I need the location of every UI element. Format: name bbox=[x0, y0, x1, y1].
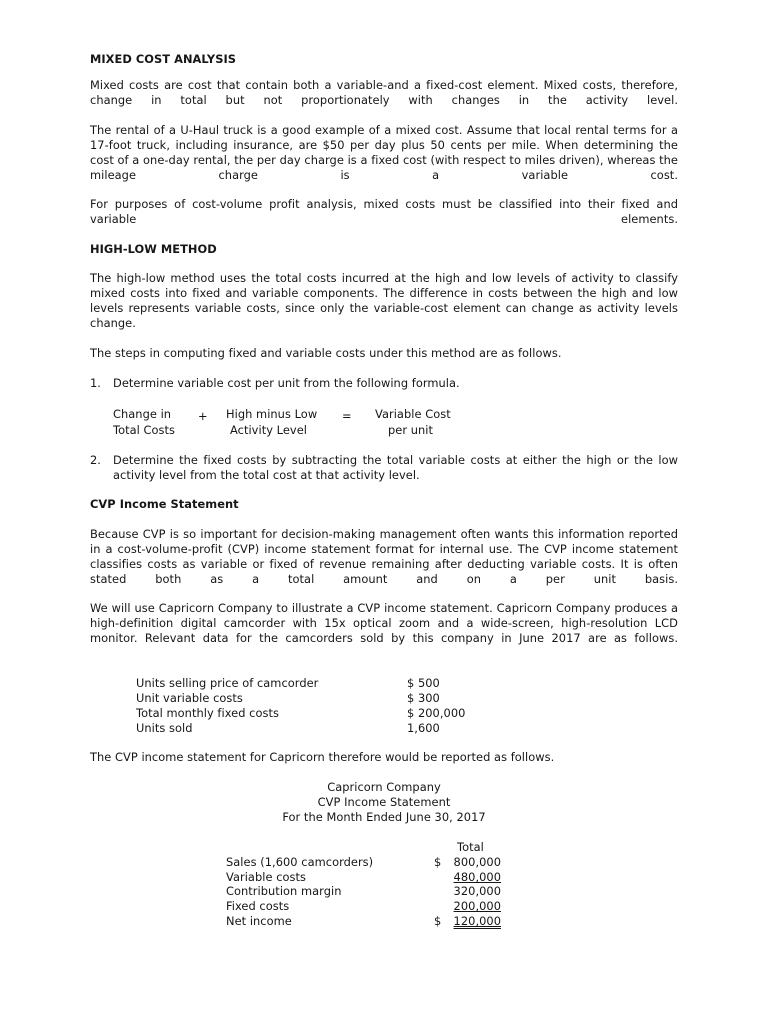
step-number: 1. bbox=[90, 376, 101, 390]
currency-symbol: $ bbox=[434, 914, 442, 928]
data-value: 1,600 bbox=[407, 721, 440, 735]
formula-equals: = bbox=[342, 409, 352, 423]
document-title: MIXED COST ANALYSIS bbox=[90, 52, 237, 66]
step-number: 2. bbox=[90, 453, 101, 467]
cvp-paragraph-2: We will use Capricorn Company to illustrate a CVP income statement. Capricorn Company produces a high-definition digital camcorder with 15x optical zoom and a wide-screen, high-resolution LCD monitor. Relevant data for the camcorders sold by this company in June 2017 are as follows. bbox=[90, 601, 678, 645]
data-label: Total monthly fixed costs bbox=[136, 706, 279, 720]
high-low-heading: HIGH-LOW METHOD bbox=[90, 242, 217, 256]
formula-change-in: Change in bbox=[113, 407, 172, 421]
formula-operator: + bbox=[198, 409, 208, 423]
step-text: Determine variable cost per unit from the following formula. bbox=[113, 376, 460, 390]
intro-paragraph: Mixed costs are cost that contain both a variable-and a fixed-cost element. Mixed costs, therefore, change in total but not proportionately with changes in the activity level. bbox=[90, 78, 678, 107]
statement-period: For the Month Ended June 30, 2017 bbox=[282, 810, 486, 824]
data-label: Unit variable costs bbox=[136, 691, 243, 705]
statement-label: Contribution margin bbox=[226, 884, 342, 898]
formula-high-minus-low: High minus Low bbox=[226, 407, 318, 421]
currency-symbol: $ bbox=[434, 855, 442, 869]
statement-label: Variable costs bbox=[226, 870, 307, 884]
statement-label: Sales (1,600 camcorders) bbox=[226, 855, 374, 869]
statement-company: Capricorn Company bbox=[327, 780, 441, 794]
data-value: $ 300 bbox=[407, 691, 440, 705]
statement-amount: 800,000 bbox=[453, 855, 501, 869]
cvp-heading: CVP Income Statement bbox=[90, 497, 239, 511]
data-value: $ 500 bbox=[407, 676, 440, 690]
statement-amount: 480,000 bbox=[453, 870, 501, 884]
high-low-description: The high-low method uses the total costs incurred at the high and low levels of activity to classify mixed costs into fixed and variable components. The difference in costs between the high and low levels represents variable costs, since only the variable-cost element can change as activity levels change. bbox=[90, 271, 678, 330]
formula-variable-cost: Variable Cost bbox=[375, 407, 451, 421]
statement-title: CVP Income Statement bbox=[317, 795, 451, 809]
data-label: Units selling price of camcorder bbox=[136, 676, 319, 690]
purpose-paragraph: For purposes of cost-volume profit analysis, mixed costs must be classified into their fixed and variable elements. bbox=[90, 197, 678, 226]
statement-label: Fixed costs bbox=[226, 899, 290, 913]
steps-intro: The steps in computing fixed and variable costs under this method are as follows. bbox=[90, 346, 562, 360]
step-text: Determine the fixed costs by subtracting the total variable costs at either the high or the low activity level from the total cost at that activity level. bbox=[113, 453, 678, 482]
statement-column-header: Total bbox=[457, 840, 484, 854]
formula-activity-level: Activity Level bbox=[230, 423, 307, 437]
statement-amount: 120,000 bbox=[453, 914, 501, 928]
statement-intro: The CVP income statement for Capricorn therefore would be reported as follows. bbox=[90, 750, 555, 764]
cvp-paragraph-1: Because CVP is so important for decision-making management often wants this information reported in a cost-volume-profit (CVP) income statement format for internal use. The CVP income statement classifies costs as variable or fixed of revenue remaining after deducting variable costs. It is often stated both as a total amount and on a per unit basis. bbox=[90, 527, 678, 586]
statement-amount: 320,000 bbox=[453, 884, 501, 898]
formula-total-costs: Total Costs bbox=[113, 423, 176, 437]
formula-per-unit: per unit bbox=[388, 423, 434, 437]
data-label: Units sold bbox=[136, 721, 193, 735]
statement-amount: 200,000 bbox=[453, 899, 501, 913]
statement-label: Net income bbox=[226, 914, 292, 928]
example-paragraph: The rental of a U-Haul truck is a good example of a mixed cost. Assume that local rental terms for a 17-foot truck, including insurance, are $50 per day plus 50 cents per mile. When determining the cost of a one-day rental, the per day charge is a fixed cost (with respect to miles driven), whereas the mileage charge is a variable cost. bbox=[90, 123, 678, 182]
data-value: $ 200,000 bbox=[407, 706, 466, 720]
